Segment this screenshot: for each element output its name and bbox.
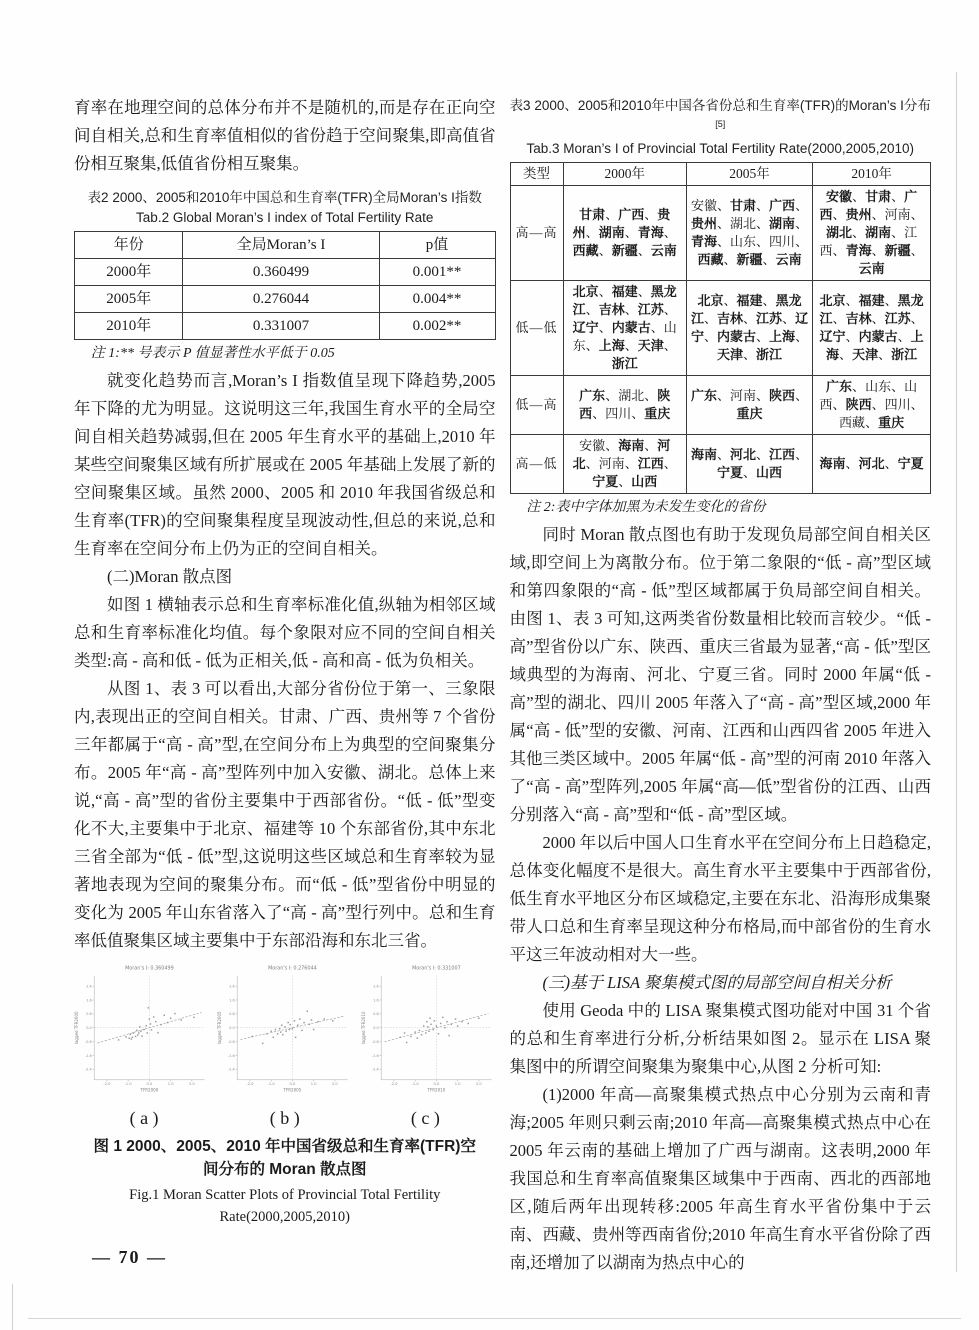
table3-cell: 广东、山东、山西、陕西、四川、西藏、重庆 [813, 375, 931, 434]
svg-text:-2.0: -2.0 [246, 1082, 254, 1087]
province-name: 四川 [884, 396, 911, 412]
province-name: 河北 [730, 446, 757, 462]
table3-row-label: 高—低 [510, 434, 563, 493]
province-name: 内蒙古 [717, 328, 757, 344]
table3-morans-i-distribution [510, 162, 932, 494]
svg-text:0.8: 0.8 [372, 1012, 379, 1017]
scan-artifact-line [956, 72, 957, 1272]
table3-cell: 安徽、甘肃、广西、贵州、湖北、湖南、青海、山东、四川、西藏、新疆、云南 [686, 185, 812, 280]
table2-header-cell: p值 [379, 232, 495, 259]
svg-text:TFR2010: TFR2010 [427, 1087, 445, 1093]
province-name: 内蒙古 [611, 319, 651, 335]
svg-text:2.4: 2.4 [372, 984, 379, 989]
svg-text:-2.4: -2.4 [85, 1067, 92, 1072]
province-name: 吉林 [598, 301, 625, 317]
table2-cell: 0.276044 [183, 286, 379, 313]
table2-header-cell: 全局Moran’s I [183, 232, 379, 259]
table3-header-cell: 2005年 [686, 162, 812, 185]
province-name: 安徽 [579, 437, 606, 453]
right-column [510, 94, 932, 1277]
table3-cell: 广东、河南、陕西、重庆 [686, 375, 812, 434]
table3-cell: 广东、湖北、陕西、四川、重庆 [563, 375, 686, 434]
svg-text:1.0: 1.0 [454, 1082, 461, 1087]
svg-text:-2.0: -2.0 [390, 1082, 398, 1087]
body-paragraph: (1)2000 年高—高聚集模式热点中心分别为云南和青海;2005 年则只剩云南;2010 年高—高聚集模式热点中心在 2005 年云南的基础上增加了广西与湖南。这表明,2000 年我国总和生育率高值聚集区域集中于西南、西北的西部地区,随后两年出现转移:2005 年高生育水平省份集中于云南、西藏、贵州等西南省份;2010 年高生育水平省份除了西南,还增加了以湖南为热点中心的 [509, 1084, 931, 1272]
province-name: 河南 [884, 206, 911, 222]
table3-header-cell: 2010年 [813, 162, 931, 185]
svg-text:0.0: 0.0 [146, 1082, 153, 1087]
province-name: 江苏 [756, 310, 783, 326]
body-paragraph: 同时 Moran 散点图也有助于发现负局部空间自相关区域,即空间上为离散分布。位于第二象限的“低 - 高”型区域和第四象限的“高 - 低”型区域都属于负局部空间自相关。由图 1、表 3 可知,这两类省份数量相比较而言较少。“低 - 高”型省份以广东、陕西、重庆三省最为显著,“高 - 低”型区域典型的为海南、河北、宁夏三省。同时 2000 年属“低 - 高”型的湖北、四川 2005 年落入了“高 - 高”型区域,2000 年属“高 - 低”型的安徽、河南、江西和山西四省 2005 年进入其他三类区域中。2005 年属“低 - 高”型的河南 2010 年落入了“高 - 高”型阵列,2005 年属“高—低”型省份的江西、山西分别落入“高 - 高”型和“低 - 高”型区域。 [509, 524, 931, 824]
page-number: — 70 — [92, 1247, 167, 1267]
province-name: 内蒙古 [858, 328, 898, 344]
province-name: 云南 [858, 260, 885, 276]
svg-text:0.0: 0.0 [229, 1026, 235, 1031]
svg-text:1.6: 1.6 [372, 998, 379, 1003]
province-name: 青海 [637, 224, 664, 240]
svg-text:-1.6: -1.6 [371, 1053, 379, 1058]
svg-text:2.4: 2.4 [86, 984, 92, 989]
svg-text:0.0: 0.0 [433, 1082, 439, 1087]
svg-text:1.0: 1.0 [167, 1082, 174, 1087]
table3-note: 注 2:表中字体加黑为未发生变化的省份 [526, 499, 766, 515]
table3-row [510, 375, 931, 434]
table2-row [75, 286, 496, 313]
province-name: 河北 [572, 437, 671, 471]
table2-note: 注 1:** 号表示 P 值显著性水平低于 0.05 [90, 346, 335, 361]
moran-scatter-plot-2005 [217, 963, 352, 1106]
subfigure-label-b: ( b ) [269, 1108, 300, 1129]
table3-caption-zh: 表3 2000、2005和2010年中国各省份总和生育率(TFR)的Moran’s I分布[5] [509, 98, 931, 129]
table3-cell: 北京、福建、黑龙江、吉林、江苏、辽宁、内蒙古、上海、天津、浙江 [686, 280, 812, 375]
table2-global-morans-i [74, 231, 496, 340]
table3-cell: 北京、福建、黑龙江、吉林、江苏、辽宁、内蒙古、上海、天津、浙江 [813, 280, 931, 375]
province-name: 辽宁 [572, 319, 599, 335]
svg-text:Moran's I: 0.331007: Moran's I: 0.331007 [411, 965, 461, 972]
province-name: 黑龙江 [572, 283, 677, 317]
province-name: 浙江 [611, 355, 638, 371]
table2-caption-zh: 表2 2000、2005和2010年中国总和生育率(TFR)全局Moran’s I指数 [87, 190, 482, 205]
province-name: 辽宁 [690, 310, 809, 344]
province-name: 天津 [852, 346, 879, 362]
province-name: 西藏 [839, 414, 866, 430]
province-name: 广东 [826, 378, 853, 394]
province-name: 河北 [858, 455, 885, 471]
province-name: 山西 [631, 473, 658, 489]
table3-row [510, 185, 931, 280]
province-name: 青海 [845, 242, 872, 258]
province-name: 吉林 [845, 310, 872, 326]
province-name: 浙江 [756, 346, 783, 362]
province-name: 湖南 [769, 215, 796, 231]
svg-text:lagged TFR2010: lagged TFR2010 [360, 1011, 366, 1045]
table3-caption-en: Tab.3 Moran’s I of Provincial Total Fertility Rate(2000,2005,2010) [526, 140, 914, 156]
province-name: 山东 [865, 378, 892, 394]
province-name: 江苏 [884, 310, 911, 326]
province-name: 山东 [730, 233, 757, 249]
province-name: 贵州 [845, 206, 872, 222]
moran-scatter-plot-2010 [361, 963, 496, 1106]
province-name: 甘肃 [730, 197, 757, 213]
table3-row [510, 434, 931, 493]
province-name: 山西 [756, 464, 783, 480]
table3-header-cell: 类型 [510, 162, 563, 185]
province-name: 浙江 [891, 346, 918, 362]
svg-text:Moran's I: 0.276044: Moran's I: 0.276044 [268, 965, 318, 972]
province-name: 新疆 [736, 251, 763, 267]
table2-cell: 0.002** [379, 313, 495, 340]
table2-caption [74, 188, 496, 227]
svg-text:0.0: 0.0 [86, 1026, 92, 1031]
province-name: 四川 [605, 405, 632, 421]
table3-cell: 安徽、海南、河北、河南、江西、宁夏、山西 [563, 434, 686, 493]
svg-text:-1.0: -1.0 [267, 1082, 275, 1087]
svg-text:-1.0: -1.0 [124, 1082, 132, 1087]
scan-artifact-line [12, 1284, 13, 1330]
province-name: 四川 [769, 233, 796, 249]
province-name: 黑龙江 [690, 292, 802, 326]
province-name: 江西 [769, 446, 796, 462]
province-name: 重庆 [644, 405, 671, 421]
province-name: 上海 [769, 328, 796, 344]
table2-row [75, 313, 496, 340]
table3-header-cell: 2000年 [563, 162, 686, 185]
province-name: 宁夏 [897, 455, 924, 471]
province-name: 广西 [819, 188, 918, 222]
svg-text:0.0: 0.0 [289, 1082, 296, 1087]
subfigure-label-c: ( c ) [410, 1108, 440, 1129]
province-name: 广东 [690, 387, 717, 403]
province-name: 上海 [598, 337, 625, 353]
svg-text:-2.4: -2.4 [228, 1067, 235, 1072]
province-name: 天津 [717, 346, 744, 362]
table3-body [510, 185, 931, 493]
table2-cell: 0.001** [379, 259, 495, 286]
svg-text:2.0: 2.0 [475, 1082, 482, 1087]
table2-cell: 2005年 [75, 286, 183, 313]
svg-text:-1.6: -1.6 [85, 1053, 92, 1058]
table3-row [510, 280, 931, 375]
table2-caption-en: Tab.2 Global Moran’s I index of Total Fertility Rate [136, 210, 434, 225]
table3-cell: 海南、河北、宁夏 [813, 434, 931, 493]
table2-body [75, 259, 496, 340]
table3-row-label: 低—低 [510, 280, 563, 375]
table2-header-cell: 年份 [75, 232, 183, 259]
province-name: 海南 [690, 446, 717, 462]
province-name: 北京 [697, 292, 724, 308]
body-paragraph: 使用 Geoda 中的 LISA 聚集模式图功能对中国 31 个省的总和生育率进行分析,分析结果如图 2。显示在 LISA 聚集图中的所谓空间聚集为聚集中心,从图 2 分析可知: [509, 1000, 931, 1076]
province-name: 江西 [819, 224, 918, 258]
svg-text:lagged TFR2005: lagged TFR2005 [217, 1011, 223, 1045]
table3-caption-ref: [5] [715, 119, 726, 129]
province-name: 安徽 [690, 197, 717, 213]
table2-cell: 2000年 [75, 259, 183, 286]
body-paragraph: 如图 1 横轴表示总和生育率标准化值,纵轴为相邻区域总和生育率标准化均值。每个象限对应不同的空间自相关类型:高 - 高和低 - 低为正相关,低 - 高和高 - 低为负相关。 [74, 595, 496, 670]
province-name: 贵州 [690, 215, 717, 231]
province-name: 湖北 [730, 215, 757, 231]
province-name: 黑龙江 [819, 292, 924, 326]
table2-header-row [75, 232, 496, 259]
svg-text:2.4: 2.4 [229, 984, 235, 989]
table2-cell: 0.004** [379, 286, 495, 313]
province-name: 云南 [775, 251, 802, 267]
svg-text:0.8: 0.8 [229, 1012, 235, 1017]
svg-text:Moran's I: 0.360499: Moran's I: 0.360499 [125, 965, 174, 972]
province-name: 辽宁 [819, 328, 846, 344]
body-paragraph: 就变化趋势而言,Moran’s I 指数值呈现下降趋势,2005 年下降的尤为明显。这说明这三年,我国生育水平的全局空间自相关趋势减弱,但在 2005 年生育水平的基础上,2010 年某些空间聚集区域有所扩展或在 2005 年基础上发展了新的空间聚集区域。虽然 2000、2005 和 2010 年我国省级总和生育率(TFR)的空间聚集程度呈现波动性,但总的来说,总和生育率在空间分布上仍为正的空间自相关。 [74, 371, 496, 558]
province-name: 山东 [572, 319, 677, 353]
svg-text:0.0: 0.0 [372, 1026, 379, 1031]
province-name: 江苏 [637, 301, 664, 317]
svg-text:2.0: 2.0 [332, 1082, 339, 1087]
svg-text:1.6: 1.6 [229, 998, 235, 1003]
province-name: 宁夏 [592, 473, 619, 489]
province-name: 广东 [579, 387, 606, 403]
figure1-caption-zh: 图 1 2000、2005、2010 年中国省级总和生育率(TFR)空 间分布的 Moran 散点图 [93, 1138, 476, 1179]
svg-text:lagged TFR2000: lagged TFR2000 [74, 1011, 80, 1045]
table2-cell: 0.331007 [183, 313, 379, 340]
province-name: 天津 [637, 337, 664, 353]
left-column [74, 94, 496, 1277]
province-name: 海南 [618, 437, 645, 453]
table3-cell: 甘肃、广西、贵州、湖南、青海、西藏、新疆、云南 [563, 185, 686, 280]
province-name: 吉林 [717, 310, 744, 326]
province-name: 重庆 [736, 405, 763, 421]
body-paragraph: 2000 年以后中国人口生育水平在空间分布上日趋稳定,总体变化幅度不是很大。高生育水平主要集中于西部省份,低生育水平地区分布区域稳定,主要在东北、沿海形成集聚带人口总和生育率呈现这种分布格局,而中部省份的生育水平这三年波动相对大一些。 [509, 832, 931, 964]
province-name: 安徽 [826, 188, 853, 204]
svg-text:-1.6: -1.6 [228, 1053, 235, 1058]
figure1-plots [74, 963, 496, 1106]
province-name: 宁夏 [717, 464, 744, 480]
province-name: 湖北 [826, 224, 853, 240]
svg-text:TFR2000: TFR2000 [140, 1087, 159, 1093]
table3-row-label: 低—高 [510, 375, 563, 434]
province-name: 江西 [637, 455, 664, 471]
province-name: 甘肃 [579, 206, 606, 222]
figure1-sublabels [74, 1108, 496, 1129]
table3-cell: 安徽、甘肃、广西、贵州、河南、湖北、湖南、江西、青海、新疆、云南 [813, 185, 931, 280]
province-name: 西藏 [697, 251, 724, 267]
section-heading-moran-scatter: (二)Moran 散点图 [107, 567, 233, 586]
province-name: 西藏 [572, 242, 599, 258]
province-name: 青海 [690, 233, 717, 249]
province-name: 甘肃 [865, 188, 892, 204]
two-column-layout [74, 94, 931, 1277]
province-name: 新疆 [884, 242, 911, 258]
table3-cell: 海南、河北、江西、宁夏、山西 [686, 434, 812, 493]
province-name: 海南 [819, 455, 846, 471]
province-name: 云南 [650, 242, 677, 258]
table2-cell: 2010年 [75, 313, 183, 340]
province-name: 重庆 [878, 414, 905, 430]
province-name: 广西 [769, 197, 796, 213]
province-name: 上海 [826, 328, 924, 362]
figure1-caption-en: Fig.1 Moran Scatter Plots of Provincial Total Fertility Rate(2000,2005,2010) [129, 1187, 441, 1226]
svg-text:-2.0: -2.0 [103, 1082, 111, 1087]
svg-text:0.8: 0.8 [86, 1012, 92, 1017]
province-name: 北京 [819, 292, 846, 308]
table3-row-label: 高—高 [510, 185, 563, 280]
province-name: 新疆 [611, 242, 638, 258]
table2-row [75, 259, 496, 286]
province-name: 陕西 [769, 387, 796, 403]
subfigure-label-a: ( a ) [129, 1108, 159, 1129]
moran-scatter-plot-2000 [74, 963, 209, 1106]
province-name: 福建 [736, 292, 763, 308]
svg-text:1.6: 1.6 [86, 998, 92, 1003]
svg-text:-2.4: -2.4 [371, 1067, 379, 1072]
province-name: 山西 [819, 378, 918, 412]
province-name: 广西 [618, 206, 645, 222]
province-name: 陕西 [845, 396, 872, 412]
province-name: 湖南 [865, 224, 892, 240]
province-name: 河南 [598, 455, 625, 471]
body-paragraph: 育率在地理空间的总体分布并不是随机的,而是存在正向空间自相关,总和生育率值相似的省份趋于空间聚集,即高值省份相互聚集,低值省份相互聚集。 [74, 98, 496, 173]
svg-text:-0.8: -0.8 [371, 1039, 379, 1044]
section-heading-lisa: (三)基于 LISA 聚集模式图的局部空间自相关分析 [542, 972, 892, 992]
province-name: 湖北 [618, 387, 645, 403]
province-name: 福建 [858, 292, 885, 308]
scan-artifact-line [28, 1318, 961, 1319]
body-paragraph: 从图 1、表 3 可以看出,大部分省份位于第一、三象限内,表现出正的空间自相关。甘肃、广西、贵州等 7 个省份三年都属于“高 - 高”型,在空间分布上为典型的空间聚集分布。2005 年“高 - 高”型阵列中加入安徽、湖北。总体上来说,“高 - 高”型的省份主要集中于西部省份。“低 - 低”型变化不大,主要集中于北京、福建等 10 个东部省份,其中东北三省全部为“低 - 低”型,这说明这些区域总和生育率较为显著地表现为空间的聚集分布。而“低 - 低”型省份中明显的变化为 2005 年山东省落入了“高 - 高”型行列中。总和生育率低值聚集区域主要集中于东部沿海和东北三省。 [74, 679, 496, 950]
province-name: 陕西 [579, 387, 671, 421]
svg-text:-0.8: -0.8 [228, 1039, 235, 1044]
province-name: 福建 [611, 283, 638, 299]
svg-text:2.0: 2.0 [189, 1082, 195, 1087]
table2-cell: 0.360499 [183, 259, 379, 286]
province-name: 河南 [730, 387, 757, 403]
svg-text:-1.0: -1.0 [411, 1082, 419, 1087]
province-name: 贵州 [572, 206, 671, 240]
svg-text:1.0: 1.0 [311, 1082, 317, 1087]
table3-header-row [510, 162, 931, 185]
table3-cell: 北京、福建、黑龙江、吉林、江苏、辽宁、内蒙古、山东、上海、天津、浙江 [563, 280, 686, 375]
table3-caption [510, 96, 932, 158]
province-name: 北京 [572, 283, 599, 299]
svg-text:-0.8: -0.8 [85, 1039, 92, 1044]
province-name: 湖南 [598, 224, 625, 240]
svg-text:TFR2005: TFR2005 [283, 1087, 302, 1093]
